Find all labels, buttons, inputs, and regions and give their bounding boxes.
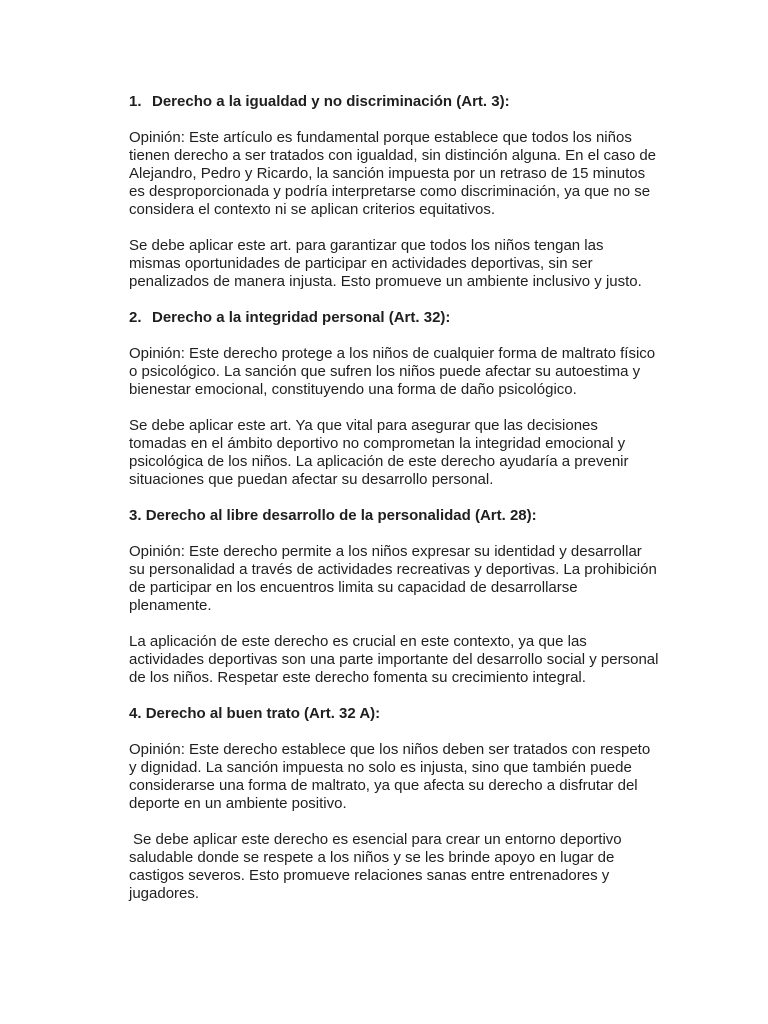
section-3-heading <box>129 507 669 525</box>
section-4-opinion: Opinión: Este derecho establece que los niños deben ser tratados con respeto y dignidad. La sanción impuesta no solo es injusta, sino que también puede considerarse una forma de maltrato, ya que afecta su derecho a disfrutar del deporte en un ambiente positivo. <box>129 741 651 812</box>
section-1-number: 1. <box>129 93 142 110</box>
section-4-heading <box>129 705 669 723</box>
section-4-title: Derecho al buen trato (Art. 32 A): <box>145 705 381 722</box>
section-4-number: 4. <box>129 705 142 722</box>
section-2-number: 2. <box>129 309 142 326</box>
section-1-heading <box>129 93 669 111</box>
section-2-opinion: Opinión: Este derecho protege a los niños de cualquier forma de maltrato físico o psicológico. La sanción que sufren los niños puede afectar su autoestima y bienestar emocional, constituyendo una forma de daño psicológico. <box>129 345 656 398</box>
section-2-application: Se debe aplicar este art. Ya que vital para asegurar que las decisiones tomadas en el ámbito deportivo no comprometan la integridad emocional y psicológica de los niños. La aplicación de este derecho ayudaría a prevenir situaciones que puedan afectar su desarrollo personal. <box>129 417 629 488</box>
section-2-title: Derecho a la integridad personal (Art. 32): <box>152 309 451 326</box>
section-4-application: Se debe aplicar este derecho es esencial para crear un entorno deportivo saludable donde se respete a los niños y se les brinde apoyo en lugar de castigos severos. Esto promueve relaciones sanas entre entrenadores y jugadores. <box>129 831 622 902</box>
section-3-application: La aplicación de este derecho es crucial en este contexto, ya que las actividades deportivas son una parte importante del desarrollo social y personal de los niños. Respetar este derecho fomenta su crecimiento integral. <box>129 633 659 686</box>
document-body <box>129 93 669 921</box>
section-1-opinion: Opinión: Este artículo es fundamental porque establece que todos los niños tienen derecho a ser tratados con igualdad, sin distinción alguna. En el caso de Alejandro, Pedro y Ricardo, la sanción impuesta por un retraso de 15 minutos es desproporcionada y podría interpretarse como discriminación, ya que no se considera el contexto ni se aplican criterios equitativos. <box>129 129 657 218</box>
section-3-opinion: Opinión: Este derecho permite a los niños expresar su identidad y desarrollar su personalidad a través de actividades recreativas y deportivas. La prohibición de participar en los encuentros limita su capacidad de desarrollarse plenamente. <box>129 543 657 614</box>
section-3-number: 3. <box>129 507 142 524</box>
section-2-heading <box>129 309 669 327</box>
section-3-title: Derecho al libre desarrollo de la personalidad (Art. 28): <box>145 507 537 524</box>
section-1-application: Se debe aplicar este art. para garantizar que todos los niños tengan las mismas oportunidades de participar en actividades deportivas, sin ser penalizados de manera injusta. Esto promueve un ambiente inclusivo y justo. <box>129 237 642 290</box>
section-1-title: Derecho a la igualdad y no discriminación (Art. 3): <box>152 93 510 110</box>
